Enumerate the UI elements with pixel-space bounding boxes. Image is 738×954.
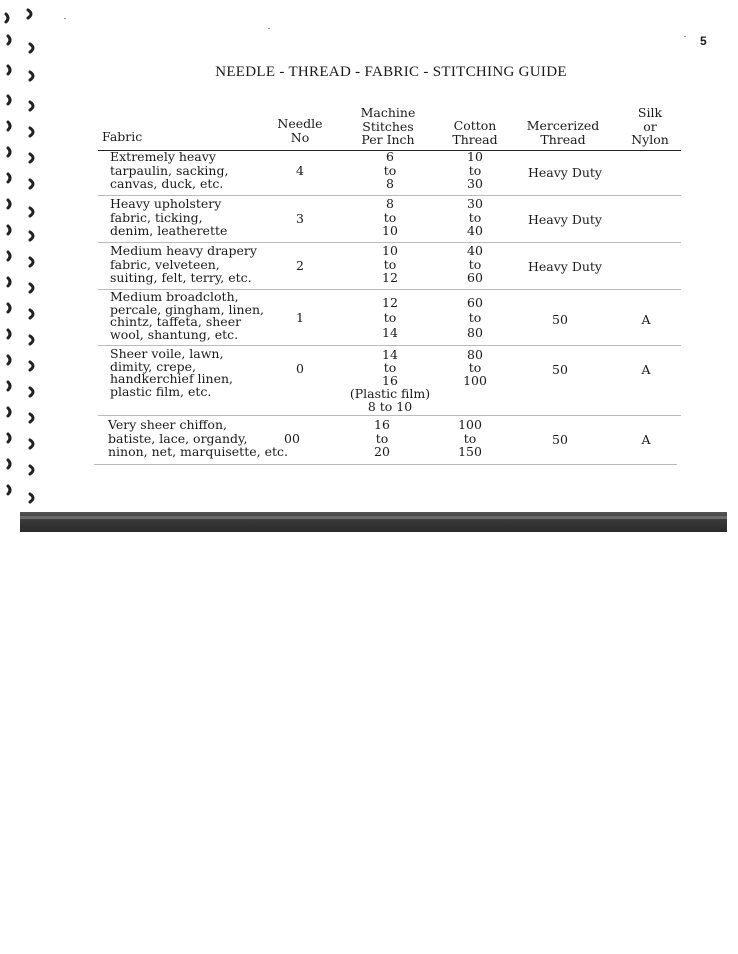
row-1-mercerized: Heavy Duty [527,165,602,180]
row-5-fabric: Sheer voile, lawn, dimity, crepe, handkerchief linen, plastic film, etc. [110,346,234,399]
row-3-mercerized: Heavy Duty [527,259,602,274]
row-6-stitches: 16 to 20 [374,417,390,459]
row-6-silk: A [641,432,651,447]
row-5-silk: A [641,362,651,377]
row-1-needle: 4 [296,163,304,178]
header-needle: Needle No [277,116,323,145]
row-1-stitches: 6 to 8 [383,149,397,191]
row-4-cotton: 60 to 80 [467,295,483,340]
scan-speck [268,28,270,29]
page-number: 5 [700,34,707,48]
row-divider [98,415,681,416]
table-bottom-rule [94,464,677,465]
row-2-stitches: 8 to 10 [382,196,398,238]
row-3-cotton: 40 to 60 [467,243,483,285]
header-cotton: Cotton Thread [452,118,498,147]
header-fabric: Fabric [102,129,143,144]
row-3-fabric: Medium heavy drapery fabric, velveteen, suiting, felt, terry, etc. [110,243,257,285]
row-3-needle: 2 [296,258,304,273]
row-2-mercerized: Heavy Duty [527,212,602,227]
row-2-cotton: 30 to 40 [467,196,483,238]
row-3-stitches: 10 to 12 [382,243,398,285]
scan-edge-bar [20,512,727,532]
scan-speck [684,36,686,37]
row-4-stitches: 12 to 14 [382,295,398,340]
row-4-fabric: Medium broadcloth, percale, gingham, linen, chintz, taffeta, sheer wool, shantung, etc. [110,289,264,342]
row-5-needle: 0 [296,361,304,376]
row-1-cotton: 10 to 30 [467,149,483,191]
page-title: NEEDLE - THREAD - FABRIC - STITCHING GUIDE [215,64,567,80]
row-6-cotton: 100 to 150 [458,417,482,459]
row-1-fabric: Extremely heavy tarpaulin, sacking, canvas, duck, etc. [110,149,229,191]
row-5-mercerized: 50 [552,362,568,377]
row-6-fabric: Very sheer chiffon, batiste, lace, organdy, ninon, net, marquisette, etc. [108,417,288,459]
row-4-silk: A [641,312,651,327]
row-5-cotton: 80 to 100 [463,347,487,388]
row-6-needle: 00 [284,431,300,446]
row-2-needle: 3 [296,211,304,226]
row-6-mercerized: 50 [552,432,568,447]
row-4-needle: 1 [296,310,304,325]
row-2-fabric: Heavy upholstery fabric, ticking, denim, leatherette [110,196,228,238]
row-5-stitches: 14 to 16 (Plastic film) 8 to 10 [349,347,431,414]
row-4-mercerized: 50 [552,312,568,327]
scan-speck [64,18,66,19]
header-stitches: Machine Stitches Per Inch [360,105,416,147]
header-silk: Silk or Nylon [631,105,669,147]
header-mercerized: Mercerized Thread [526,118,600,147]
